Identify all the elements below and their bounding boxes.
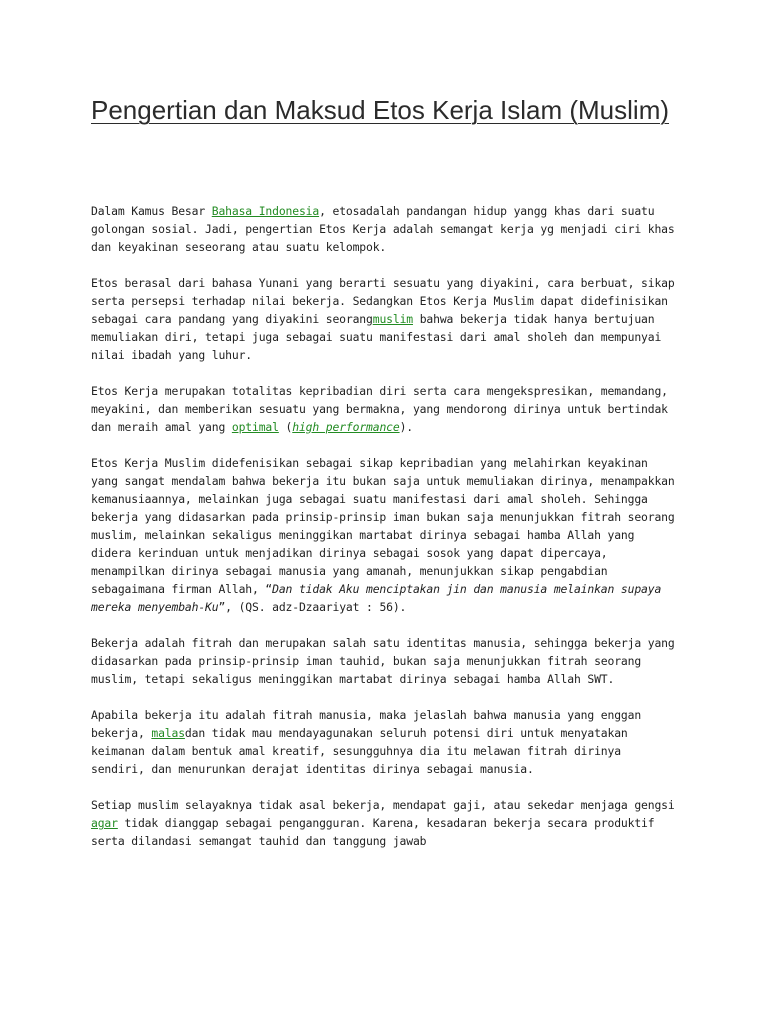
- text-run: Setiap muslim selayaknya tidak asal bekerja, mendapat gaji, atau sekedar menjaga gengsi: [91, 798, 675, 812]
- paragraph-2: [91, 274, 681, 364]
- paragraph-4: [91, 454, 681, 616]
- text-run: bahwa bekerja tidak hanya bertujuan memuliakan diri, tetapi juga sebagai suatu manifestasi dari amal sholeh dan mempunyai nilai ibadah yang luhur.: [91, 312, 662, 362]
- text-run: Etos Kerja merupakan totalitas kepribadian diri serta cara mengekspresikan, memandang, meyakini, dan memberikan sesuatu yang bermakna, yang mendorong dirinya untuk bertindak dan meraih amal yang: [91, 384, 668, 434]
- link-bahasa-indonesia[interactable]: Bahasa Indonesia: [211, 204, 320, 218]
- text-run: , etosadalah pandangan hidup yangg khas dari suatu golongan sosial. Jadi, pengertian Etos Kerja adalah semangat kerja yg menjadi ciri khas dan keyakinan seseorang atau suatu kelompok.: [91, 204, 675, 254]
- link-optimal[interactable]: optimal: [231, 420, 279, 434]
- text-run: Etos berasal dari bahasa Yunani yang berarti sesuatu yang diyakini, cara berbuat, sikap serta persepsi terhadap nilai bekerja. Sedangkan Etos Kerja Muslim dapat didefinisikan sebagai cara pandang yang diyakini seorang: [91, 276, 675, 326]
- quran-quote: Dan tidak Aku menciptakan jin dan manusia melainkan supaya mereka menyembah-Ku: [91, 582, 662, 614]
- text-run: Bekerja adalah fitrah dan merupakan salah satu identitas manusia, sehingga bekerja yang didasarkan pada prinsip-prinsip iman tauhid, bukan saja menunjukkan fitrah seorang muslim, tetapi sekaligus meninggikan martabat dirinya sebagai hamba Allah SWT.: [91, 636, 675, 686]
- text-run: (: [278, 420, 293, 434]
- link-agar[interactable]: agar: [91, 816, 118, 830]
- paragraph-5: [91, 634, 681, 688]
- text-run: dan tidak mau mendayagunakan seluruh potensi diri untuk menyatakan keimanan dalam bentuk amal kreatif, sesungguhnya dia itu melawan fitrah dirinya sendiri, dan menurunkan derajat identitas dirinya sebagai manusia.: [91, 726, 628, 776]
- text-run: ).: [399, 420, 414, 434]
- page-title: Pengertian dan Maksud Etos Kerja Islam (Muslim): [91, 95, 670, 125]
- text-run: tidak dianggap sebagai pengangguran. Karena, kesadaran bekerja secara produktif serta dilandasi semangat tauhid dan tanggung jawab: [91, 816, 655, 848]
- paragraph-1: [91, 202, 681, 256]
- text-run: Dalam Kamus Besar: [91, 204, 212, 218]
- link-muslim[interactable]: muslim: [372, 312, 413, 326]
- paragraph-7: [91, 796, 681, 850]
- text-run: ”, (QS. adz-Dzaariyat : 56).: [218, 600, 407, 614]
- paragraph-3: [91, 382, 681, 436]
- link-malas[interactable]: malas: [151, 726, 185, 740]
- link-high-performance[interactable]: high performance: [292, 420, 400, 434]
- text-run: Apabila bekerja itu adalah fitrah manusia, maka jelaslah bahwa manusia yang enggan bekerja,: [91, 708, 642, 740]
- article-body: [91, 202, 681, 868]
- paragraph-6: [91, 706, 681, 778]
- text-run: Etos Kerja Muslim didefenisikan sebagai sikap kepribadian yang melahirkan keyakinan yang sangat mendalam bahwa bekerja itu bukan saja untuk memuliakan dirinya, menampakkan kemanusiaannya, melainkan juga sebagai suatu manifestasi dari amal sholeh. Sehingga bekerja yang didasarkan pada prinsip-prinsip iman bukan saja menunjukkan fitrah seorang muslim, melainkan sekaligus meninggikan martabat dirinya sebagai hamba Allah yang didera kerinduan untuk menjadikan dirinya sebagai sosok yang dapat dipercaya, menampilkan dirinya sebagai manusia yang amanah, menunjukkan sikap pengabdian sebagaimana firman Allah, “: [91, 456, 675, 596]
